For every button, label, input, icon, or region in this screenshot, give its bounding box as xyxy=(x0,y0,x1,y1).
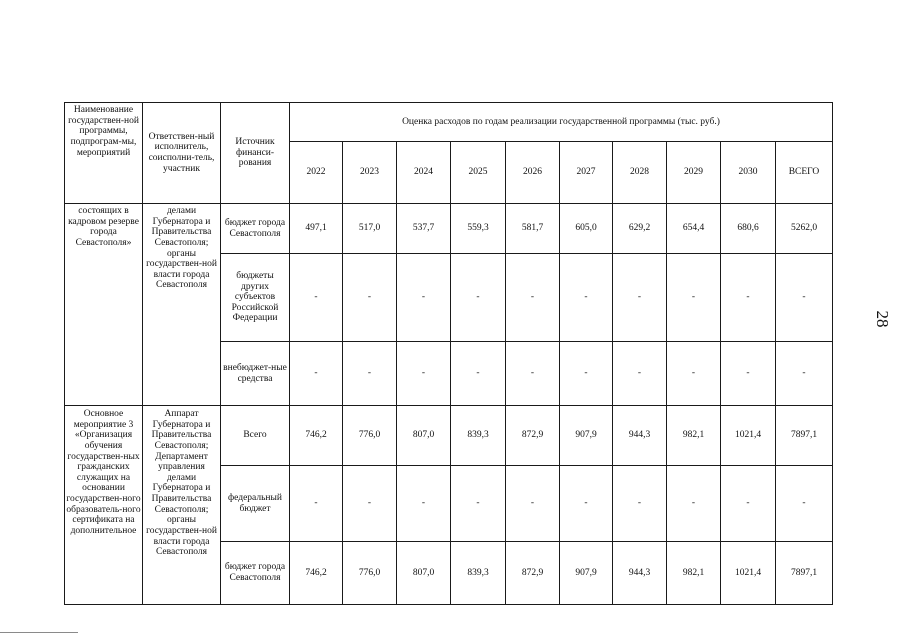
value-cell: 944,3 xyxy=(613,542,667,605)
value-cell: 982,1 xyxy=(667,542,721,605)
value-cell: 1021,4 xyxy=(721,542,776,605)
funding-source-cell: бюджет города Севастополя xyxy=(221,542,290,605)
value-cell: - xyxy=(560,254,613,342)
executor-cell: Аппарат Губернатора и Правительства Севастополя; Департамент управления делами Губернатора и Правительства Севастополя; органы государствен-ной власти города Севастополя xyxy=(143,406,221,605)
header-year: 2029 xyxy=(667,142,721,204)
value-cell: - xyxy=(506,466,560,542)
total-cell: - xyxy=(776,254,833,342)
header-expense-estimate: Оценка расходов по годам реализации государственной программы (тыс. руб.) xyxy=(290,103,833,142)
value-cell: 517,0 xyxy=(343,204,397,254)
value-cell: 680,6 xyxy=(721,204,776,254)
funding-source-cell: Всего xyxy=(221,406,290,466)
value-cell: - xyxy=(343,254,397,342)
page-number: 28 xyxy=(873,310,892,328)
value-cell: - xyxy=(397,342,451,406)
value-cell: - xyxy=(397,466,451,542)
value-cell: 807,0 xyxy=(397,542,451,605)
value-cell: - xyxy=(721,254,776,342)
value-cell: 776,0 xyxy=(343,406,397,466)
total-cell: - xyxy=(776,466,833,542)
executor-cell: делами Губернатора и Правительства Севастополя; органы государствен-ной власти города Севастополя xyxy=(143,204,221,406)
value-cell: - xyxy=(451,342,506,406)
header-year: 2027 xyxy=(560,142,613,204)
total-cell: - xyxy=(776,342,833,406)
header-total: ВСЕГО xyxy=(776,142,833,204)
value-cell: - xyxy=(560,342,613,406)
value-cell: - xyxy=(560,466,613,542)
value-cell: 1021,4 xyxy=(721,406,776,466)
value-cell: - xyxy=(290,254,343,342)
value-cell: - xyxy=(343,342,397,406)
funding-source-cell: федеральный бюджет xyxy=(221,466,290,542)
funding-source-cell: внебюджет-ные средства xyxy=(221,342,290,406)
value-cell: 581,7 xyxy=(506,204,560,254)
funding-source-cell: бюджет города Севастополя xyxy=(221,204,290,254)
budget-table xyxy=(64,102,833,605)
value-cell: 537,7 xyxy=(397,204,451,254)
program-name-cell: Основное мероприятие 3 «Организация обучения государствен-ных гражданских служащих на основании государствен-ного образователь-ного сертификата на дополнительное xyxy=(65,406,143,605)
total-cell: 7897,1 xyxy=(776,542,833,605)
value-cell: - xyxy=(343,466,397,542)
funding-source-cell: бюджеты других субъектов Российской Федерации xyxy=(221,254,290,342)
total-cell: 5262,0 xyxy=(776,204,833,254)
value-cell: 746,2 xyxy=(290,542,343,605)
header-row-1 xyxy=(65,103,833,142)
value-cell: 654,4 xyxy=(667,204,721,254)
value-cell: - xyxy=(290,466,343,542)
value-cell: - xyxy=(397,254,451,342)
value-cell: - xyxy=(613,466,667,542)
value-cell: 907,9 xyxy=(560,406,613,466)
header-year: 2026 xyxy=(506,142,560,204)
value-cell: 907,9 xyxy=(560,542,613,605)
value-cell: 559,3 xyxy=(451,204,506,254)
header-year: 2023 xyxy=(343,142,397,204)
table-row xyxy=(65,406,833,466)
value-cell: 497,1 xyxy=(290,204,343,254)
value-cell: 746,2 xyxy=(290,406,343,466)
footer-divider xyxy=(0,632,78,633)
value-cell: 605,0 xyxy=(560,204,613,254)
value-cell: 982,1 xyxy=(667,406,721,466)
value-cell: - xyxy=(506,254,560,342)
header-year: 2025 xyxy=(451,142,506,204)
program-name-cell: состоящих в кадровом резерве города Севастополя» xyxy=(65,204,143,406)
header-year: 2022 xyxy=(290,142,343,204)
value-cell: - xyxy=(613,342,667,406)
value-cell: 839,3 xyxy=(451,542,506,605)
value-cell: 807,0 xyxy=(397,406,451,466)
value-cell: - xyxy=(721,342,776,406)
value-cell: 629,2 xyxy=(613,204,667,254)
value-cell: 776,0 xyxy=(343,542,397,605)
header-funding-source: Источник финанси-рования xyxy=(221,103,290,204)
header-program-name: Наименование государствен-ной программы, подпрограм-мы, мероприятий xyxy=(65,103,143,204)
value-cell: - xyxy=(721,466,776,542)
value-cell: - xyxy=(667,466,721,542)
value-cell: 839,3 xyxy=(451,406,506,466)
total-cell: 7897,1 xyxy=(776,406,833,466)
value-cell: - xyxy=(451,254,506,342)
value-cell: - xyxy=(506,342,560,406)
header-year: 2024 xyxy=(397,142,451,204)
table-row xyxy=(65,204,833,254)
value-cell: - xyxy=(667,254,721,342)
header-year: 2028 xyxy=(613,142,667,204)
value-cell: - xyxy=(613,254,667,342)
value-cell: - xyxy=(667,342,721,406)
value-cell: - xyxy=(451,466,506,542)
header-year: 2030 xyxy=(721,142,776,204)
value-cell: 872,9 xyxy=(506,542,560,605)
value-cell: - xyxy=(290,342,343,406)
value-cell: 872,9 xyxy=(506,406,560,466)
value-cell: 944,3 xyxy=(613,406,667,466)
header-executor: Ответствен-ный исполнитель, соисполни-тель, участник xyxy=(143,103,221,204)
